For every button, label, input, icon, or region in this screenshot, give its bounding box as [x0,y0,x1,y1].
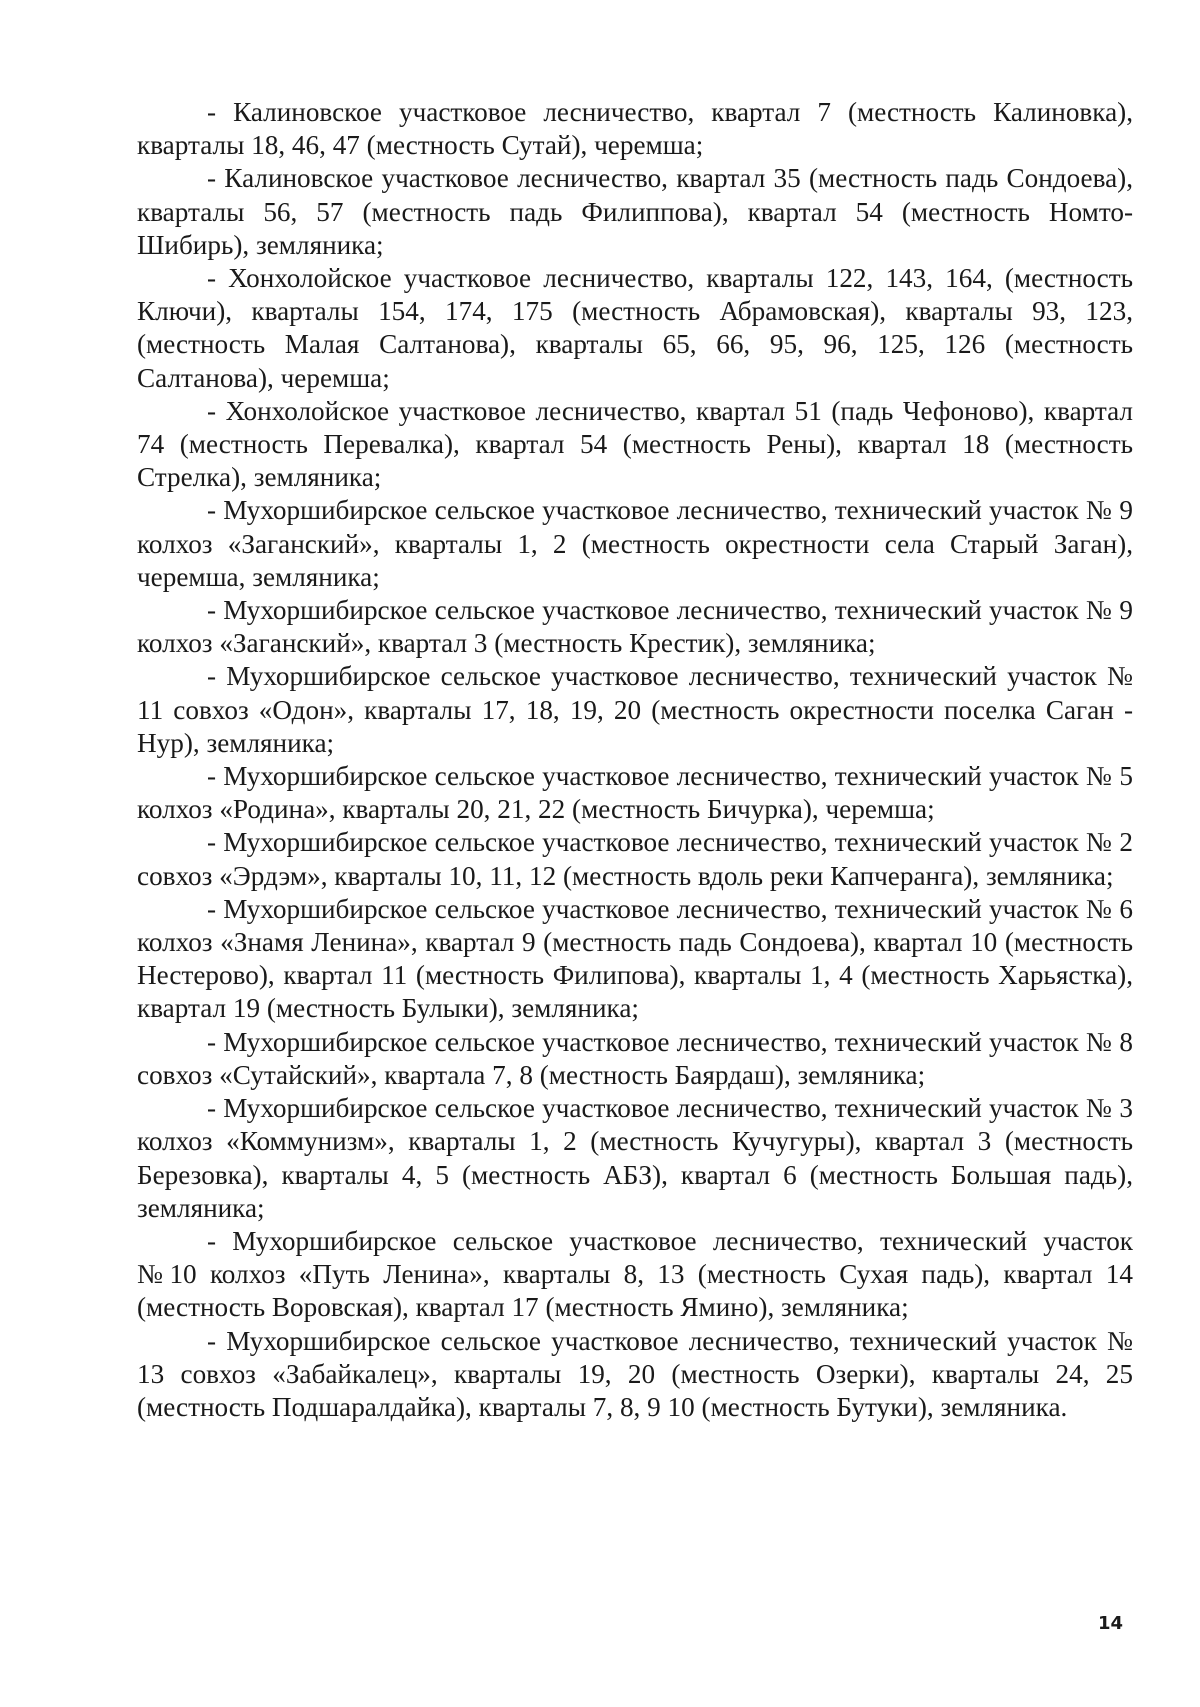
list-item: - Мухоршибирское сельское участковое лесничество, технический участок № 9 колхоз «Заганский», кварталы 1, 2 (местность окрестности села Старый Заган), черемша, земляника; [137,495,1133,592]
list-item: - Мухоршибирское сельское участковое лесничество, технический участок № 9 колхоз «Заганский», квартал 3 (местность Крестик), земляника; [137,595,1133,659]
page-number: 14 [1098,1613,1124,1634]
document-body [137,96,1133,1424]
list-item: - Мухоршибирское сельское участковое лесничество, технический участок № 6 колхоз «Знамя Ленина», квартал 9 (местность падь Сондоева), квартал 10 (местность Нестерово), квартал 11 (местность Филипова), кварталы 1, 4 (местность Харьястка), квартал 19 (местность Булыки), земляника; [137,893,1133,1024]
list-item: - Мухоршибирское сельское участковое лесничество, технический участок № 11 совхоз «Одон», кварталы 17, 18, 19, 20 (местность окрестности поселка Саган - Нур), земляника; [137,661,1133,758]
list-item: - Мухоршибирское сельское участковое лесничество, технический участок № 13 совхоз «Забайкалец», кварталы 19, 20 (местность Озерки), кварталы 24, 25 (местность Подшаралдайка), кварталы 7, 8, 9 10 (местность Бутуки), земляника. [137,1325,1133,1422]
list-item: - Мухоршибирское сельское участковое лесничество, технический участок № 3 колхоз «Коммунизм», кварталы 1, 2 (местность Кучугуры), квартал 3 (местность Березовка), кварталы 4, 5 (местность АБЗ), квартал 6 (местность Большая падь), земляника; [137,1093,1133,1223]
list-item: - Хонхолойское участковое лесничество, квартал 51 (падь Чефоново), квартал 74 (местность Перевалка), квартал 54 (местность Рены), квартал 18 (местность Стрелка), земляника; [137,395,1133,493]
list-item: - Мухоршибирское сельское участковое лесничество, технический участок № 8 совхоз «Сутайский», квартала 7, 8 (местность Баярдаш), земляника; [137,1026,1133,1090]
list-item: - Хонхолойское участковое лесничество, кварталы 122, 143, 164, (местность Ключи), кварталы 154, 174, 175 (местность Абрамовская), кварталы 93, 123, (местность Малая Салтанова), кварталы 65, 66, 95, 96, 125, 126 (местность Салтанова), черемша; [137,263,1133,393]
list-item: - Калиновское участковое лесничество, квартал 35 (местность падь Сондоева), кварталы 56, 57 (местность падь Филиппова), квартал 54 (местность Номто-Шибирь), земляника; [137,163,1133,260]
list-item: - Калиновское участковое лесничество, квартал 7 (местность Калиновка), кварталы 18, 46, 47 (местность Сутай), черемша; [137,97,1133,161]
list-item: - Мухоршибирское сельское участковое лесничество, технический участок № 2 совхоз «Эрдэм», кварталы 10, 11, 12 (местность вдоль реки Капчеранга), земляника; [137,827,1133,891]
list-item: - Мухоршибирское сельское участковое лесничество, технический участок № 5 колхоз «Родина», кварталы 20, 21, 22 (местность Бичурка), черемша; [137,761,1133,825]
list-item: - Мухоршибирское сельское участковое лесничество, технический участок №10 колхоз «Путь Ленина», кварталы 8, 13 (местность Сухая падь), квартал 14 (местность Воровская), квартал 17 (местность Ямино), земляника; [137,1225,1133,1323]
